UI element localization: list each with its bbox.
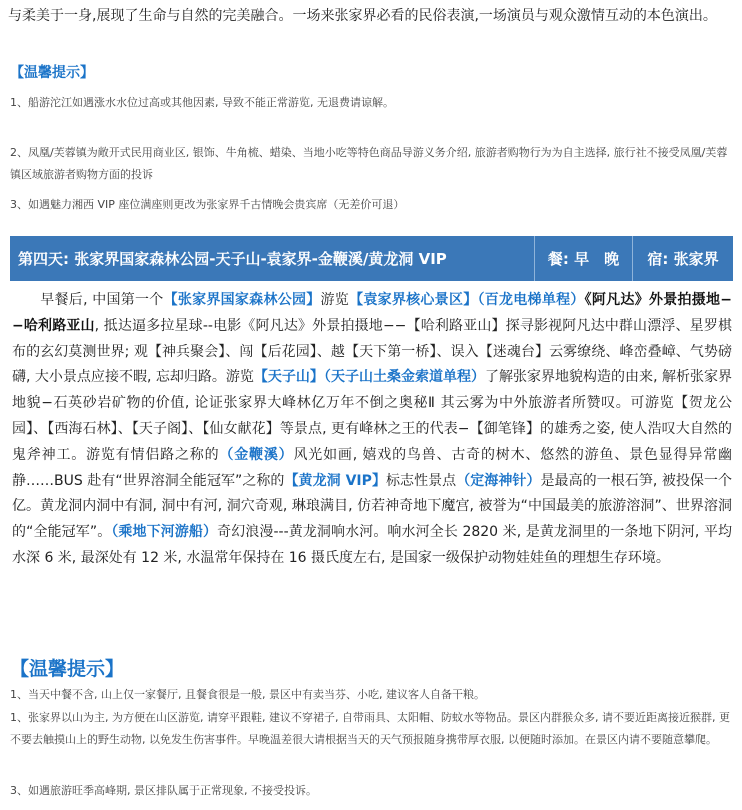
highlight-park: 【张家界国家森林公园】 [163, 292, 321, 308]
intro-paragraph: 与柔美于一身,展现了生命与自然的完美融合。一场来张家界必看的民俗表演,一场演员与观众激情互动的本色演出。 [8, 8, 717, 24]
day-lodging: 宿: 张家界 [647, 250, 719, 268]
day-description: 早餐后, 中国第一个【张家界国家森林公园】游览【袁家界核心景区】（百龙电梯单程）《阿凡达》外景拍摄地−−哈利路亚山, 抵达逼多拉星球--电影《阿凡达》外景拍摄地−−【哈利路亚山】探寻影视阿凡达中群山漂浮、星罗棋布的玄幻莫测世界; 观【神兵聚会】、闯【后花园】、越【天下第一桥】、误入【迷魂台】云雾缭绕、峰峦叠嶂、气势磅礴, 大小景点应接不暇, 忘却归路。游览【天子山】（天子山土桑金索道单程）了解张家界地貌构造的由来, 解析张家界地貌−石英砂岩矿物的价值, 论证张家界大峰林亿万年不倒之奥秘Ⅱ 其云雾为中外旅游者所赞叹。可游览【贺龙公园】、【西海石林】、【天子阁】、【仙女献花】等景点, 更有峰林之王的代表−【御笔锋】的雄秀之姿, 使人浩叹大自然的鬼斧神工。游览有情侣路之称的（金鞭溪）风光如画, 嬉戏的鸟兽、古奇的树木、悠然的游鱼、景色显得异常幽静……BUS 赴有“世界溶洞全能冠军”之称的【黄龙洞 VIP】标志性景点（定海神针）是最高的一根石笋, 被投保一个亿。黄龙洞内洞中有洞, 洞中有河, 洞穴奇观, 琳琅满目, 仿若神奇地下魔宫, 被誉为“中国最美的旅游溶洞”、世界溶洞的“全能冠军”。（乘地下河游船）奇幻浪漫---黄龙洞响水河。响水河全长 2820 米, 是黄龙洞里的一条地下阴河, 平均水深 6 米, 最深处有 12 米, 水温常年保持在 16 摄氏度左右, 是国家一级保护动物娃娃鱼的理想生存环境。 [12, 292, 733, 566]
day-meals: 餐: 早 晚 [535, 236, 633, 281]
highlight-yuanjiajie: 【袁家界核心景区】（百龙电梯单程） [349, 292, 585, 308]
tips-title: 【温馨提示】 [10, 65, 94, 81]
day-title: 第四天: 张家界国家森林公园-天子山-袁家界-金鞭溪/黄龙洞 VIP [10, 236, 535, 281]
highlight-huanglongdong: 【黄龙洞 VIP】 [284, 472, 386, 489]
highlight-tianzishan: 【天子山】（天子山土桑金索道单程） [253, 369, 485, 386]
highlight-avatar: 《阿凡达》外景拍摄地−−哈利路亚山 [12, 292, 733, 334]
tips-title: 【温馨提示】 [10, 658, 125, 680]
tip-item: 3、如遇魅力湘西 VIP 座位满座则更改为张家界千古情晚会贵宾席（无差价可退） [10, 198, 405, 211]
highlight-boat: （乘地下河游船） [111, 524, 218, 541]
highlight-dinghaishenzhen: （定海神针） [456, 472, 541, 489]
day-header [10, 236, 733, 281]
tip-item: 2、凤凰/芙蓉镇为敞开式民用商业区, 银饰、牛角梳、蜡染、当地小吃等特色商品导游义务介绍, 旅游者购物行为为自主选择, 旅行社不接受凤凰/芙蓉镇区域旅游者购物方面的投诉 [10, 146, 728, 181]
tip-item: 3、如遇旅游旺季高峰期, 景区排队属于正常现象, 不接受投诉。 [10, 784, 317, 797]
tip-item: 1、船游沱江如遇涨水水位过高或其他因素, 导致不能正常游览, 无退费请谅解。 [10, 96, 394, 109]
tip-item: 1、张家界以山为主, 为方便在山区游览, 请穿平跟鞋, 建议不穿裙子, 自带雨具、太阳帽、防蚊水等物品。景区内群猴众多, 请不要近距离接近猴群, 更不要去触摸山上的野生动物, 以免发生伤害事件。早晚温差很大请根据当天的天气预报随身携带厚衣服, 以便随时添加。在景区内请不要随意攀爬。 [10, 711, 730, 746]
highlight-jinbianxi: （金鞭溪） [219, 446, 294, 463]
tip-item: 1、当天中餐不含, 山上仅一家餐厅, 且餐食很是一般, 景区中有卖当芬、小吃, 建议客人自备干粮。 [10, 688, 485, 701]
